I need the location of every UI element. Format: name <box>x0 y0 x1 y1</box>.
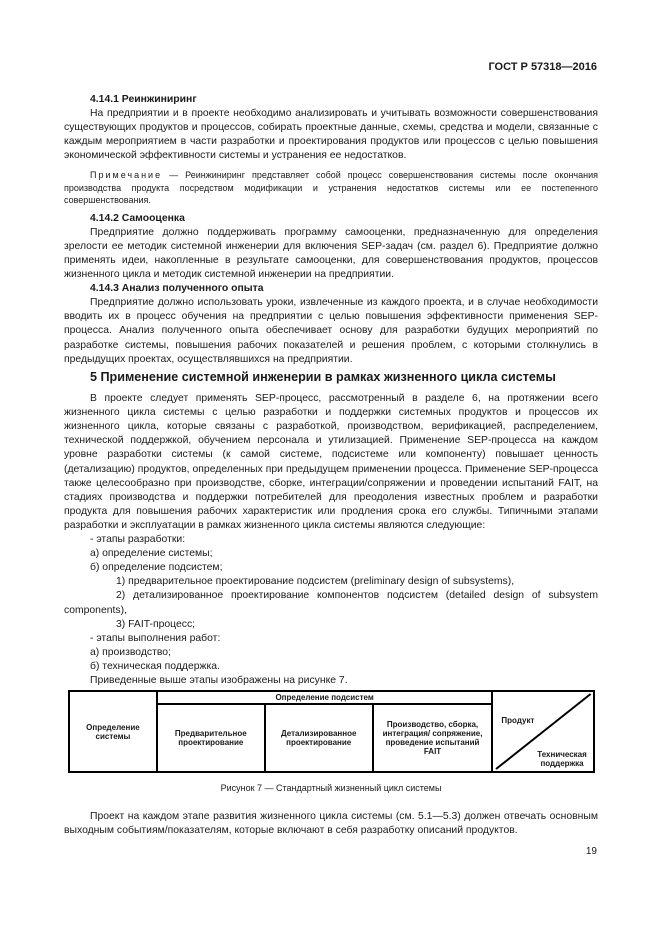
label-product: Продукт <box>501 716 535 725</box>
heading-4-14-2: 4.14.2 Самооценка <box>90 212 185 224</box>
page-number: 19 <box>585 846 597 857</box>
paragraph: Предприятие должно использовать уроки, извлеченные из каждого проекта, и в случае необходимости вводить их в процесс обучения на предприятии с целью повышения эффективности применения SEP-процесса. Анализ полученного опыта обеспечивает основу для разработки будущих мероприятий по разработке системы, повышения рабочих показателей и решения проблем, с которыми столкнулись в предыдущих проектах, осуществлявшихся на предприятии. <box>64 297 598 365</box>
section-5 <box>64 370 598 688</box>
figure-caption: Рисунок 7 — Стандартный жизненный цикл системы <box>220 783 442 793</box>
note-label: Примечание <box>90 170 163 181</box>
paragraph: Предприятие должно поддерживать программу самооценки, предназначенную для определения зрелости ее методик системной инженерии для включения SEP-задач (см. раздел 6). Предприятие должно применять идеи, накопленные в результате самооценки, для совершенствования продуктов, процессов жизненного цикла и методик системной инженерии на предприятии. <box>64 226 598 281</box>
list-item: Приведенные выше этапы изображены на рисунке 7. <box>90 674 348 686</box>
heading-5: 5 Применение системной инженерии в рамках жизненного цикла системы <box>90 370 556 384</box>
cell-system-definition: Определение системы <box>69 691 157 772</box>
list-item: б) определение подсистем; <box>90 562 223 574</box>
list-item: - этапы выполнения работ: <box>90 632 221 644</box>
cell-preliminary-design: Предварительное проектирование <box>157 704 265 772</box>
closing-paragraph-block <box>64 810 598 838</box>
list-item: 3) FAIT-процесс; <box>116 618 196 630</box>
list-item: а) определение системы; <box>90 548 213 560</box>
heading-4-14-3: 4.14.3 Анализ полученного опыта <box>90 283 264 295</box>
list-item: - этапы разработки: <box>90 534 186 546</box>
paragraph: В проекте следует применять SEP-процесс, рассмотренный в разделе 6, на протяжении всего жизненного цикла системы с целью разработки и поддержки системных продуктов и процессов их жизненного цикла, которые связаны с разработкой, производством, верификацией, распределением, технической поддержкой, обучением персонала и утилизацией. Применение SEP-процесса на каждом уровне разработки системы (к самой системе, подсистеме или компоненту) повышает ценность (детализацию) продуктов, определенных при предыдущем применении процесса. Применение SEP-процесса также целесообразно при производстве, сборке, интеграции/сопряжении и проведении испытаний FAIT, на стадиях производства и поддержки потребителей для преодоления известных проблем и разработки продукта для повышения рабочих характеристик или продления срока его службы. Типичными этапами разработки и эксплуатации в рамках жизненного цикла системы являются следующие: <box>64 393 598 531</box>
cell-detailed-design: Детализированное проектирование <box>265 704 373 772</box>
cell-fait: Производство, сборка, интеграция/ сопряжение, проведение испытаний FAIT <box>373 704 493 772</box>
heading-4-14-1: 4.14.1 Реинжиниринг <box>90 94 197 105</box>
label-tech-support: Техническая поддержка <box>537 750 587 768</box>
section-4-14-1 <box>64 93 598 367</box>
note-text: — Реинжиниринг представляет собой процесс совершенствования системы после окончания производства продукта посредством модификации и устранения недостатков системы или ее постепенного совершенствования. <box>64 170 598 206</box>
document-id: ГОСТ Р 57318—2016 <box>488 61 597 73</box>
note <box>64 169 598 206</box>
list-item: 1) предварительное проектирование подсистем (preliminary design of subsystems), <box>116 576 515 588</box>
list-item: а) производство; <box>90 646 171 658</box>
list-item: 2) детализированное проектирование компонентов подсистем (detailed design of subsystem components), <box>64 590 598 616</box>
list-item: б) техническая поддержка. <box>90 660 220 672</box>
paragraph: Проект на каждом этапе развития жизненного цикла системы (см. 5.1—5.3) должен отвечать основным выходным событиям/показателям, которые включают в себя разработку описаний продуктов. <box>64 811 598 837</box>
cell-product-support <box>492 691 594 772</box>
cell-subsystem-definition: Определение подсистем <box>157 691 493 704</box>
figure-7-lifecycle-diagram <box>68 690 595 773</box>
paragraph: На предприятии и в проекте необходимо анализировать и учитывать возможности совершенствования существующих продуктов и процессов, собирать проектные данные, схемы, средства и модели, связанные с каждым мероприятием в части разработки и проектирования продуктов или процессов с целью повышения экономической эффективности системы и устранения ее недостатков. <box>64 108 598 162</box>
